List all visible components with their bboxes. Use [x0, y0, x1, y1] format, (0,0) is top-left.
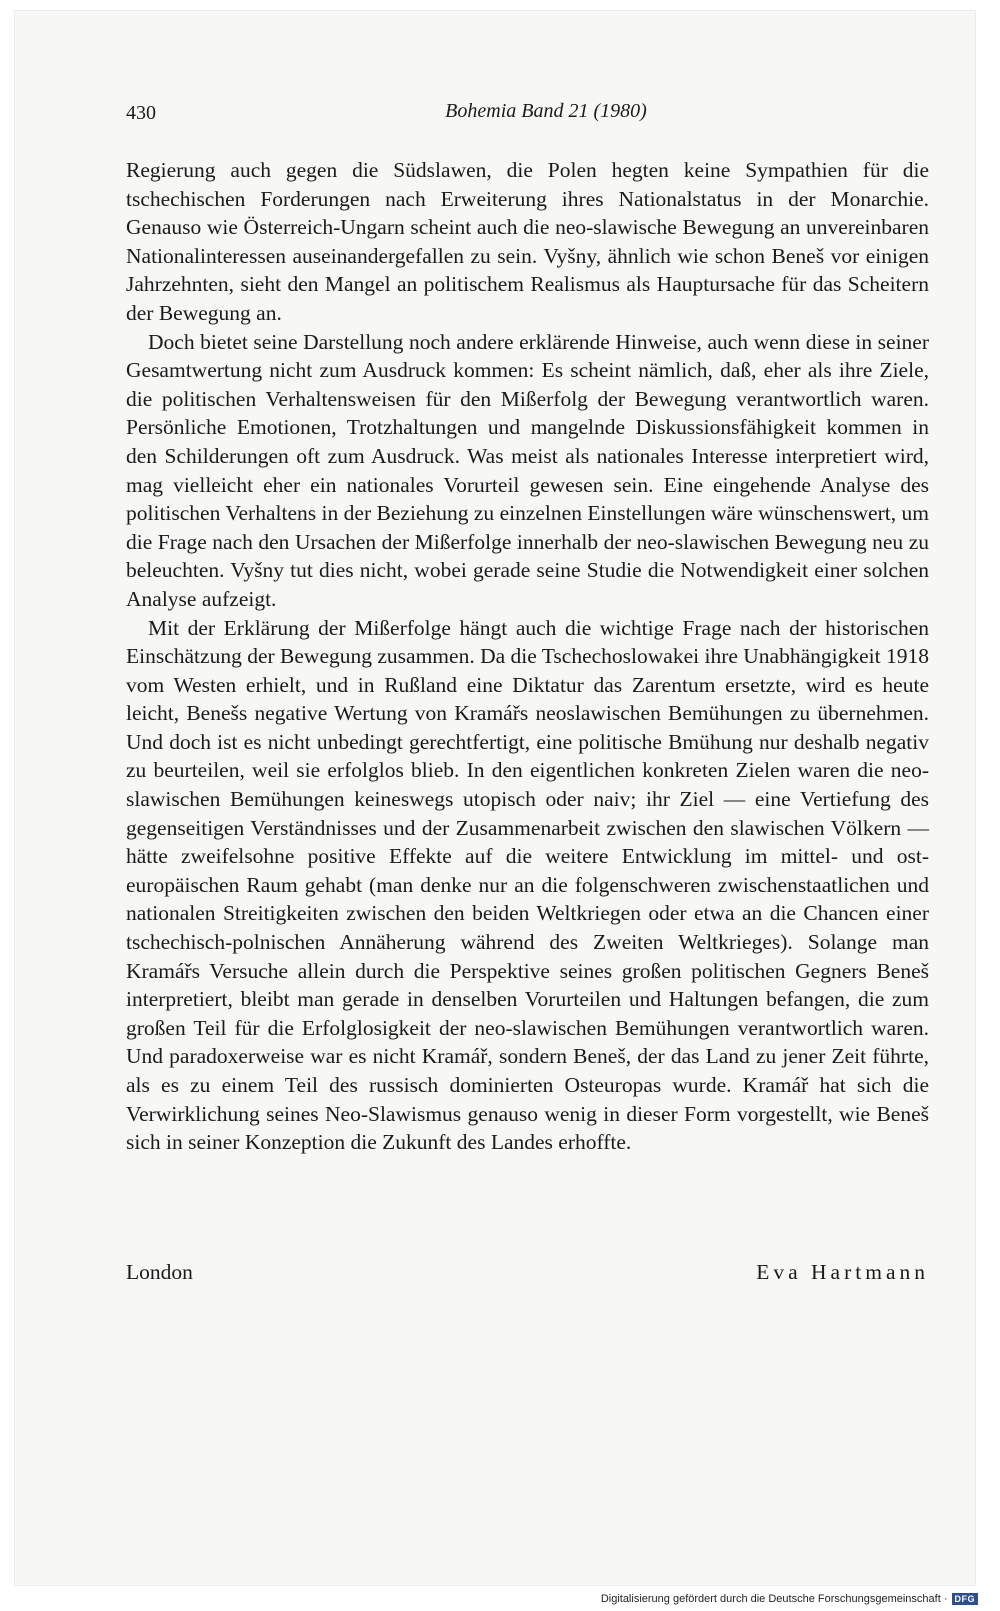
paragraph-1: Regierung auch gegen die Südslawen, die Polen hegten keine Sympathien für die tschechischen Forderungen nach Erweiterung ihres Nationalstatus in der Monarchie. Genauso wie Österreich-Ungarn scheint auch die neo-slawische Bewegung an unvereinbaren Nationalinteressen auseinandergefallen zu sein. Vyšny, ähnlich wie schon Beneš vor einigen Jahrzehnten, sieht den Mangel an politischem Realismus als Hauptursache für das Scheitern der Bewegung an. — [126, 158, 929, 325]
dfg-logo-icon: DFG — [952, 1593, 979, 1605]
article-body — [126, 156, 929, 1157]
paragraph-2: Doch bietet seine Darstellung noch andere erklärende Hinweise, auch wenn diese in seiner Gesamtwertung nicht zum Ausdruck kommen: Es scheint nämlich, daß, eher als ihre Ziele, die politischen Verhaltensweisen für den Mißerfolg der Bewegung verantwortlich waren. Persönliche Emotionen, Trotzhaltungen und mangelnde Diskussionsfähigkeit kommen in den Schilderungen oft zum Ausdruck. Was meist als nationales Interesse interpretiert wird, mag vielleicht eher ein nationales Vorurteil gewesen sein. Eine eingehende Analyse des politischen Verhaltens in der Beziehung zu einzelnen Einstellungen wäre wünschenswert, um die Frage nach den Ursachen der Mißerfolge innerhalb der neo-slawischen Bewegung neu zu beleuchten. Vyšny tut dies nicht, wobei gerade seine Studie die Notwendigkeit einer solchen Analyse aufzeigt. — [126, 329, 929, 611]
signature-place: London — [126, 1260, 193, 1284]
footer-credit: Digitalisierung gefördert durch die Deutsche Forschungsgemeinschaft · — [600, 1593, 948, 1605]
page-header — [126, 100, 926, 132]
page-number: 430 — [126, 102, 156, 124]
signature-author: Eva Hartmann — [756, 1260, 929, 1284]
running-title: Bohemia Band 21 (1980) — [445, 100, 647, 122]
digitization-footer — [601, 1593, 978, 1605]
paragraph-3: Mit der Erklärung der Mißerfolge hängt auch die wichtige Frage nach der historischen Einschätzung der Bewegung zusammen. Da die Tschechoslowakei ihre Unabhängigkeit 1918 vom Westen erhielt, und in Rußland eine Diktatur das Zarentum ersetzte, wird es heute leicht, Benešs negative Wertung von Kramářs neoslawischen Bemühungen zu übernehmen. Und doch ist es nicht unbedingt gerechtfertigt, eine politische Bmühung nur deshalb negativ zu beurteilen, weil sie erfolglos blieb. In den eigentlichen konkreten Zielen waren die neo-slawischen Bemühungen keineswegs utopisch oder naiv; ihr Ziel — eine Vertiefung des gegenseitigen Verständnisses und der Zusammenarbeit zwischen den slawischen Völkern — hätte zweifelsohne positive Effekte auf die weitere Entwicklung im mittel- und osteuropäischen Raum gehabt (man denke nur an die folgenschweren zwischenstaatlichen und nationalen Streitigkeiten zwischen den beiden Weltkriegen oder etwa an die Chancen einer tschechisch-polnischen Annäherung während des Zweiten Weltkrieges). Solange man Kramářs Versuche allein durch die Perspektive seines großen politischen Gegners Beneš interpretiert, bleibt man gerade in denselben Vorurteilen und Haltungen befangen, die zum großen Teil für die Erfolglosigkeit der neo-slawischen Bemühungen verantwortlich waren. Und paradoxerweise war es nicht Kramář, sondern Beneš, der das Land zu jener Zeit führte, als es zu einem Teil des russisch dominierten Osteuropas wurde. Kramář hat sich die Verwirklichung seines Neo-Slawismus genauso wenig in dieser Form vorgestellt, wie Beneš sich in seiner Konzeption die Zukunft des Landes erhoffte. — [126, 615, 929, 1155]
